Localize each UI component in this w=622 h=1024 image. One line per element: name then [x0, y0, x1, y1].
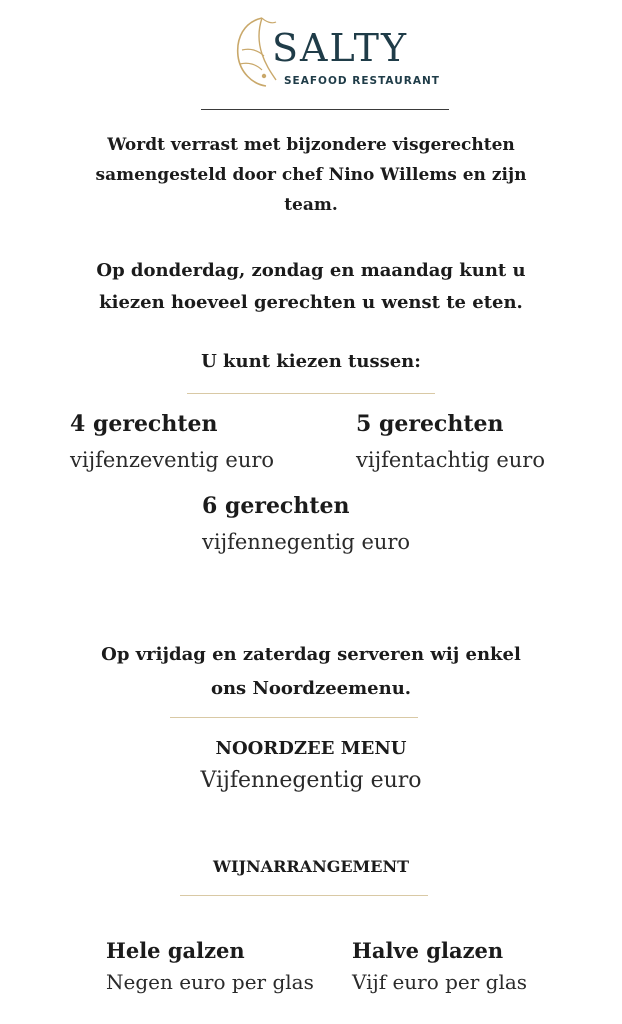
course-title-4: 4 gerechten [70, 411, 218, 437]
wine-option-title-half: Halve glazen [352, 938, 504, 963]
logo-wordmark: SALTY [272, 26, 409, 70]
course-title-6: 6 gerechten [202, 493, 350, 519]
intro-text: Wordt verrast met bijzondere visgerechten samengesteld door chef Nino Willems en zijn team. [95, 135, 527, 215]
noordzee-menu-price: Vijfennegentig euro [200, 768, 422, 793]
choose-divider [187, 393, 435, 394]
wine-option-price-full: Negen euro per glas [106, 970, 314, 994]
logo-subtitle: SEAFOOD RESTAURANT [284, 75, 440, 87]
choose-label: U kunt kiezen tussen: [201, 351, 421, 372]
weekend-text: Op vrijdag en zaterdag serveren wij enkel ons Noordzeemenu. [101, 644, 521, 699]
wine-title: WIJNARRANGEMENT [213, 857, 409, 876]
noordzee-menu-title: NOORDZEE MENU [215, 738, 407, 759]
course-price-6: vijfennegentig euro [202, 530, 411, 554]
weekend-divider [170, 717, 418, 718]
days-text: Op donderdag, zondag en maandag kunt u kiezen hoeveel gerechten u wenst te eten. [96, 260, 526, 313]
course-price-5: vijfentachtig euro [356, 448, 545, 472]
wine-option-title-full: Hele galzen [106, 938, 245, 963]
header-divider [201, 109, 449, 110]
wine-divider [180, 895, 428, 896]
wine-option-price-half: Vijf euro per glas [352, 970, 528, 994]
course-title-5: 5 gerechten [356, 411, 504, 437]
course-price-4: vijfenzeventig euro [70, 448, 275, 472]
